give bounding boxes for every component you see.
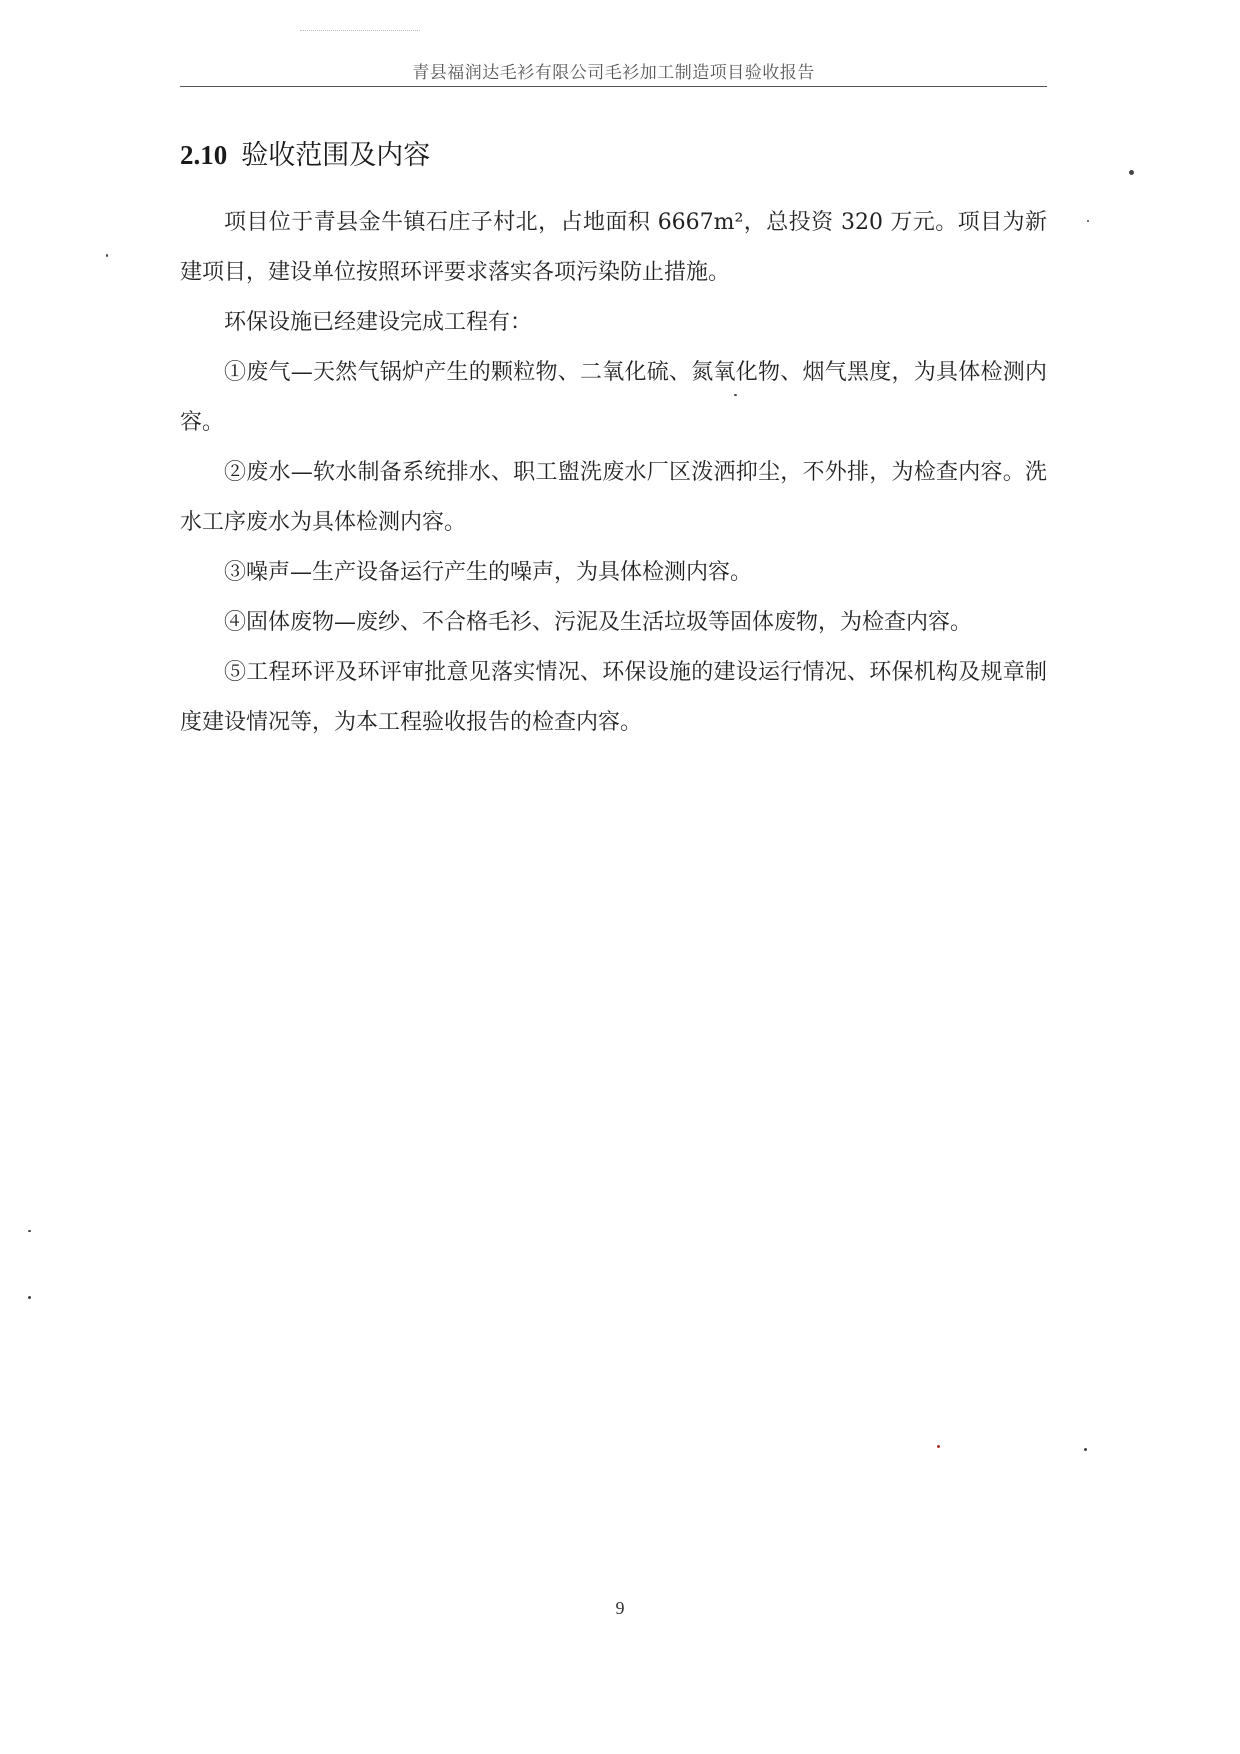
scan-speck — [1129, 170, 1134, 175]
scan-speck — [28, 1296, 31, 1299]
scan-artifact — [300, 30, 420, 37]
scan-speck — [106, 254, 108, 257]
scan-speck — [1087, 220, 1089, 222]
header-rule — [180, 86, 1047, 87]
section-number: 2.10 — [180, 140, 228, 170]
paragraph-noise: ③噪声—生产设备运行产生的噪声，为具体检测内容。 — [224, 560, 753, 585]
scan-speck — [937, 1445, 940, 1448]
running-header: 青县福润达毛衫有限公司毛衫加工制造项目验收报告 — [412, 63, 815, 83]
page-number: 9 — [615, 1598, 625, 1618]
scan-speck — [28, 1230, 31, 1232]
scan-speck — [1084, 1448, 1087, 1451]
paragraph-waste-gas: ①废气—天然气锅炉产生的颗粒物、二氧化硫、氮氧化物、烟气黑度，为具体检测内容。 — [180, 360, 1047, 435]
paragraph-waste-water: ②废水—软水制备系统排水、职工盥洗废水厂区泼洒抑尘，不外排，为检查内容。洗水工序废水为具体检测内容。 — [180, 460, 1047, 535]
paragraph-facilities-intro: 环保设施已经建设完成工程有： — [224, 310, 533, 335]
paragraph-environmental-management: ⑤工程环评及环评审批意见落实情况、环保设施的建设运行情况、环保机构及规章制度建设情况等，为本工程验收报告的检查内容。 — [180, 660, 1047, 735]
body-text — [180, 198, 1047, 748]
paragraph-solid-waste: ④固体废物—废纱、不合格毛衫、污泥及生活垃圾等固体废物，为检查内容。 — [224, 610, 973, 635]
paragraph-project-overview: 项目位于青县金牛镇石庄子村北，占地面积 6667m²，总投资 320 万元。项目为新建项目，建设单位按照环评要求落实各项污染防止措施。 — [180, 210, 1047, 285]
section-title: 验收范围及内容 — [241, 140, 431, 171]
scan-speck — [734, 394, 737, 396]
section-heading — [180, 133, 430, 172]
